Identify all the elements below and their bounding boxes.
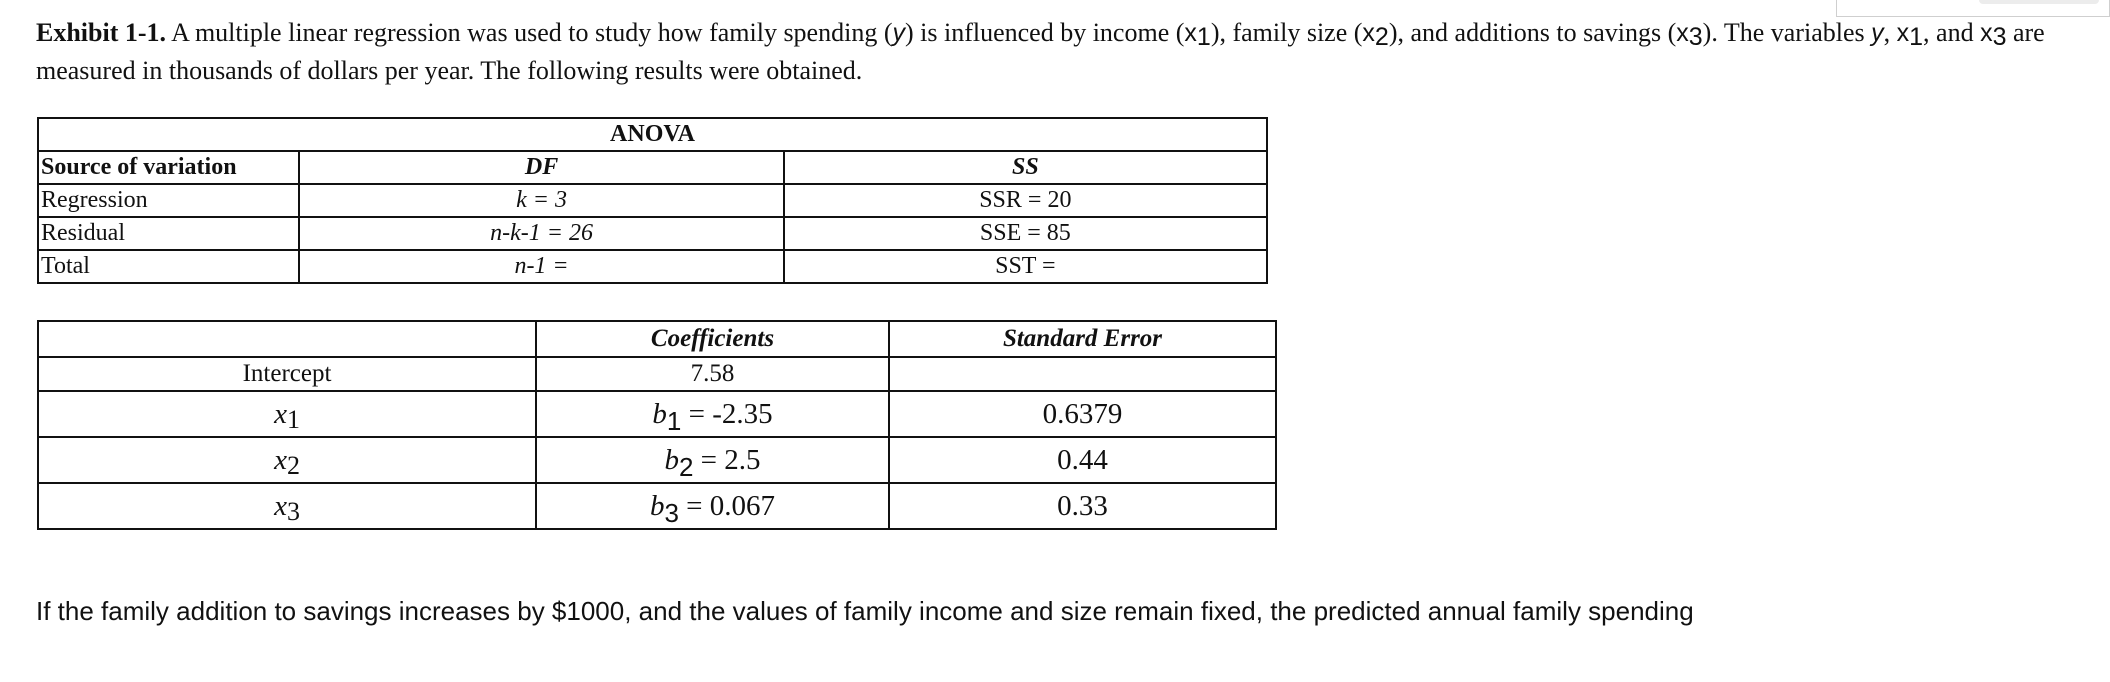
coef-b-symbol: b	[652, 398, 667, 430]
coef-var-name: x	[274, 398, 287, 430]
intro-text-g: , and	[1923, 18, 1981, 47]
var-x2: x	[1362, 19, 1375, 47]
coef-var-sub: 2	[286, 451, 300, 480]
coef-b-value: = 0.067	[678, 490, 776, 522]
coef-header-coefficients: Coefficients	[536, 321, 889, 357]
coef-b-value: = -2.35	[681, 398, 773, 430]
var-y: y	[892, 19, 905, 47]
var-x1: x	[1184, 19, 1197, 47]
anova-row-residual	[38, 217, 1267, 250]
coef-var-sub: 3	[286, 497, 300, 526]
coef-header-blank	[38, 321, 536, 357]
coef-row-x3	[38, 483, 1276, 529]
coef-header-standard-error: Standard Error	[889, 321, 1276, 357]
var-x3-2: x	[1980, 19, 1993, 47]
intro-text-h: are measured in thousands of dollars per year. The following results were obtained.	[36, 18, 2045, 85]
anova-ss-cell: SSR = 20	[784, 184, 1267, 217]
intro-text-a: A multiple linear regression was used to study how family spending (	[166, 18, 893, 47]
exhibit-label: Exhibit 1-1.	[36, 18, 167, 47]
anova-df-cell: k = 3	[299, 184, 783, 217]
var-x3: x	[1676, 19, 1689, 47]
var-x2-sub: 2	[1374, 23, 1389, 51]
coef-value-cell	[536, 483, 889, 529]
coef-b-value: = 2.5	[693, 444, 761, 476]
coef-row-intercept	[38, 357, 1276, 391]
coef-var-name: x	[274, 444, 287, 476]
coef-var-cell	[38, 391, 536, 437]
intro-text-d: ), and additions to savings (	[1388, 18, 1677, 47]
corner-widget-tab	[1979, 0, 2099, 4]
var-x1-2-sub: 1	[1909, 23, 1924, 51]
intro-text-b: ) is influenced by income (	[904, 18, 1185, 47]
exhibit-intro	[36, 14, 2086, 90]
intro-text-e: ). The variables	[1702, 18, 1872, 47]
coef-var-cell	[38, 483, 536, 529]
coef-header-row	[38, 321, 1276, 357]
var-x1-2: x	[1896, 19, 1910, 47]
anova-ss-cell: SSE = 85	[784, 217, 1267, 250]
anova-source-cell: Residual	[38, 217, 299, 250]
question-text: If the family addition to savings increases by $1000, and the values of family income and size remain fixed, the predicted annual family spending	[36, 596, 1694, 626]
anova-table	[37, 117, 1268, 284]
anova-row-regression	[38, 184, 1267, 217]
intro-text-f: ,	[1883, 18, 1897, 47]
coef-b-symbol: b	[649, 490, 665, 522]
coef-row-x1	[38, 391, 1276, 437]
intro-text-c: ), family size (	[1210, 18, 1363, 47]
coef-var-cell	[38, 437, 536, 483]
coef-b-sub: 2	[678, 452, 694, 482]
coef-se-cell: 0.6379	[889, 391, 1276, 437]
anova-df-cell: n-1 =	[299, 250, 783, 283]
coef-value-cell	[536, 437, 889, 483]
coef-intercept-label: Intercept	[38, 357, 536, 391]
coef-b-sub: 1	[666, 406, 682, 436]
coef-var-name: x	[274, 490, 287, 522]
anova-source-cell: Total	[38, 250, 299, 283]
anova-header-df: DF	[299, 151, 783, 184]
coef-intercept-se	[889, 357, 1276, 391]
anova-ss-cell: SST =	[784, 250, 1267, 283]
anova-title: ANOVA	[38, 118, 1267, 151]
anova-header-source: Source of variation	[38, 151, 299, 184]
coef-intercept-value: 7.58	[536, 357, 889, 391]
coefficients-table	[37, 320, 1277, 530]
coef-row-x2	[38, 437, 1276, 483]
anova-df-cell: n-k-1 = 26	[299, 217, 783, 250]
coef-value-cell	[536, 391, 889, 437]
var-x3-2-sub: 3	[1992, 23, 2007, 51]
anova-title-row	[38, 118, 1267, 151]
anova-header-row	[38, 151, 1267, 184]
anova-source-cell: Regression	[38, 184, 299, 217]
anova-header-ss: SS	[784, 151, 1267, 184]
coef-se-cell: 0.33	[889, 483, 1276, 529]
anova-row-total	[38, 250, 1267, 283]
coef-se-cell: 0.44	[889, 437, 1276, 483]
var-x3-sub: 3	[1688, 23, 1703, 51]
coef-b-symbol: b	[664, 444, 679, 476]
coef-var-sub: 1	[286, 405, 300, 434]
var-x1-sub: 1	[1196, 23, 1211, 51]
coef-b-sub: 3	[664, 498, 679, 528]
var-y-2: y	[1871, 19, 1884, 47]
